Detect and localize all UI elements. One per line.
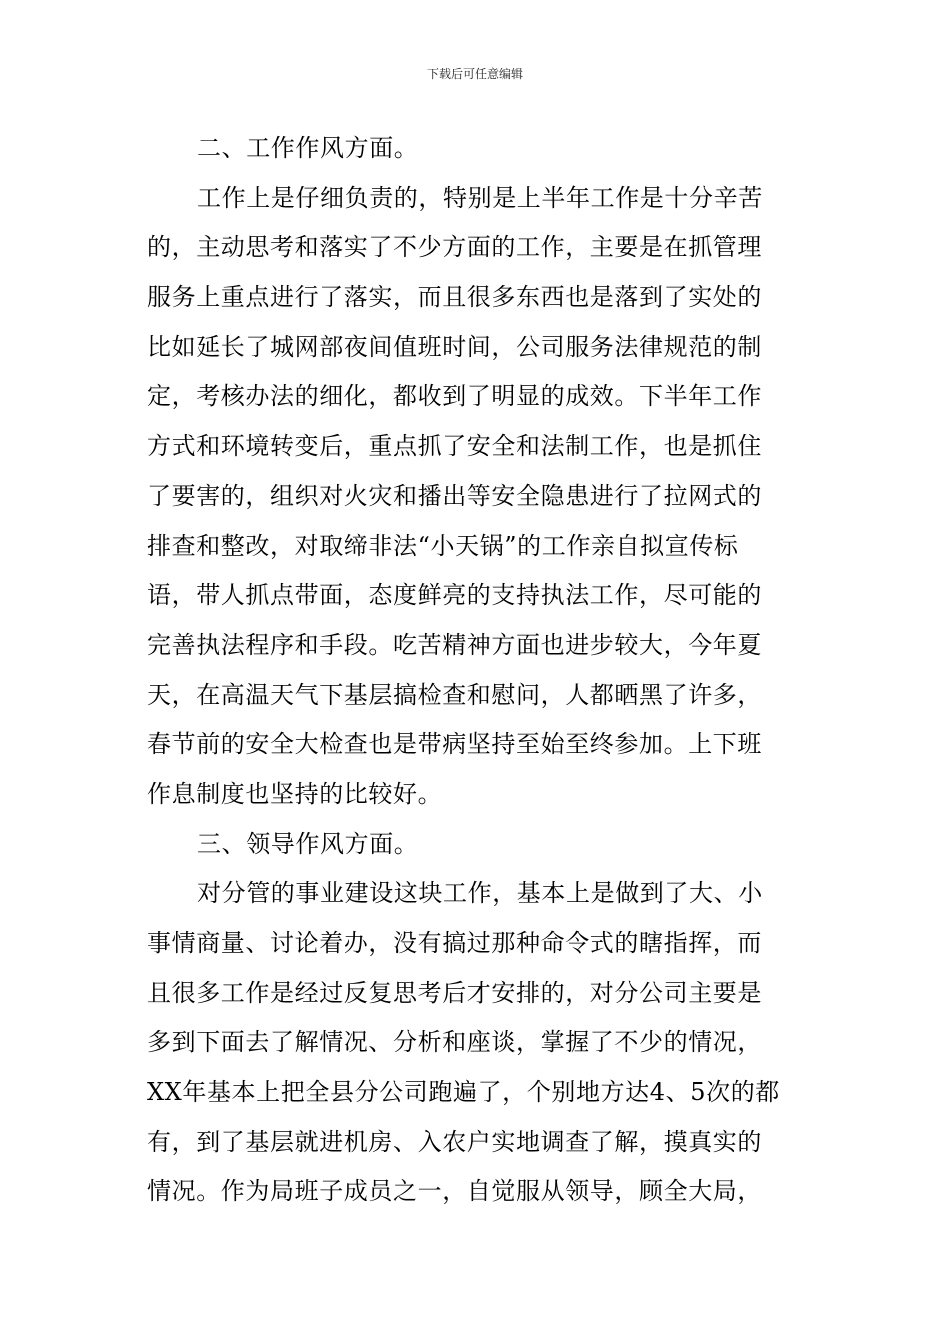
paragraph-line: 春节前的安全大检查也是带病坚持至始至终参加。上下班 xyxy=(147,730,762,759)
paragraph-line: XX年基本上把全县分公司跑遍了，个别地方达4、5次的都 xyxy=(147,1078,780,1107)
paragraph-line: 且很多工作是经过反复思考后才安排的，对分公司主要是 xyxy=(147,978,762,1007)
paragraph-line: 事情商量、讨论着办，没有搞过那种命令式的瞎指挥，而 xyxy=(147,929,762,957)
paragraph-line: 比如延长了城网部夜间值班时间，公司服务法律规范的制 xyxy=(147,332,762,361)
paragraph-line: 方式和环境转变后，重点抓了安全和法制工作，也是抓住 xyxy=(147,432,762,461)
paragraph-line: 工作上是仔细负责的，特别是上半年工作是十分辛苦 xyxy=(197,183,763,212)
paragraph-line: 有，到了基层就进机房、入农户实地调查了解，摸真实的 xyxy=(147,1127,762,1156)
page-header-note: 下载后可任意编辑 xyxy=(426,67,523,81)
paragraph-line: 了要害的，组织对火灾和播出等安全隐患进行了拉网式的 xyxy=(147,481,762,510)
paragraph-line: 情况。作为局班子成员之一，自觉服从领导，顾全大局， xyxy=(147,1177,762,1206)
paragraph-line: 服务上重点进行了落实，而且很多东西也是落到了实处的 xyxy=(147,283,762,312)
section-heading-leadership-style: 三、领导作风方面。 xyxy=(197,829,419,858)
paragraph-line: 作息制度也坚持的比较好。 xyxy=(147,779,443,808)
paragraph-line: 对分管的事业建设这块工作，基本上是做到了大、小 xyxy=(197,879,763,908)
section-heading-work-style: 二、工作作风方面。 xyxy=(197,134,419,162)
paragraph-line: 定，考核办法的细化，都收到了明显的成效。下半年工作 xyxy=(147,382,762,411)
body-text xyxy=(147,124,807,1217)
paragraph-line: 天，在高温天气下基层搞检查和慰问，人都晒黑了许多， xyxy=(147,680,762,709)
paragraph-line: 完善执法程序和手段。吃苦精神方面也进步较大，今年夏 xyxy=(147,630,762,659)
paragraph-line: 排查和整改，对取缔非法“小天锅”的工作亲自拟宣传标 xyxy=(147,531,739,560)
paragraph-line: 语，带人抓点带面，态度鲜亮的支持执法工作，尽可能的 xyxy=(147,581,762,610)
paragraph-line: 的，主动思考和落实了不少方面的工作，主要是在抓管理 xyxy=(147,233,762,262)
paragraph-line: 多到下面去了解情况、分析和座谈，掌握了不少的情况， xyxy=(147,1028,762,1057)
